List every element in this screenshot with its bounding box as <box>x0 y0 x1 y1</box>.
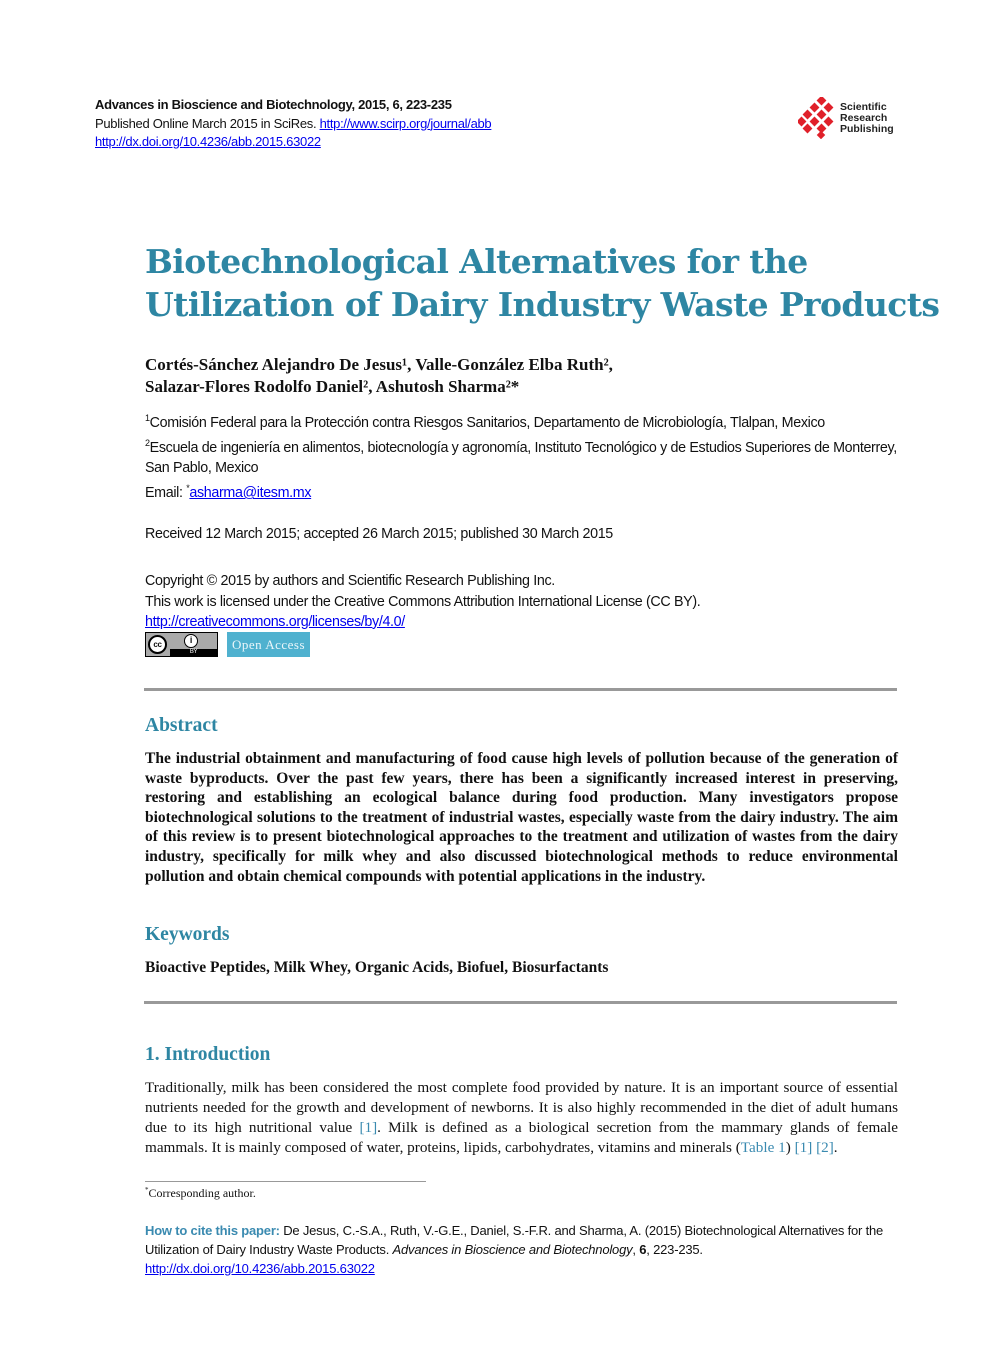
cc-by-badge[interactable] <box>145 632 218 657</box>
abstract-heading: Abstract <box>145 715 218 736</box>
authors-line-1: Cortés-Sánchez Alejandro De Jesus¹, Valle-González Elba Ruth², <box>145 355 613 374</box>
email-label: Email: <box>145 484 187 501</box>
cite-sep: , <box>632 1242 640 1257</box>
reference-link[interactable]: [1] <box>794 1139 813 1156</box>
logo-text-3: Publishing <box>840 122 894 135</box>
license-link[interactable]: http://creativecommons.org/licenses/by/4.0/ <box>145 613 405 630</box>
cite-doi-link[interactable]: http://dx.doi.org/10.4236/abb.2015.63022 <box>145 1261 375 1276</box>
logo-text-1: Scientific <box>840 100 887 113</box>
journal-volume: , 2015, 6, 223-235 <box>351 97 452 112</box>
license-text: This work is licensed under the Creative Commons Attribution International License (CC BY). <box>145 593 701 610</box>
affiliation-2: Escuela de ingeniería en alimentos, biotecnología y agronomía, Instituto Tecnológico y de Estudios Superiores de Monterrey, San Pablo, Mexico <box>145 439 897 476</box>
published-online: Published Online March 2015 in SciRes. <box>95 115 320 131</box>
footnote-sup: * <box>145 1186 149 1194</box>
journal-header <box>95 96 491 152</box>
keywords-text: Bioactive Peptides, Milk Whey, Organic Acids, Biofuel, Biosurfactants <box>145 959 609 976</box>
affiliations <box>145 408 905 657</box>
title-line-1: Biotechnological Alternatives for the <box>145 242 808 281</box>
title-line-2: Utilization of Dairy Industry Waste Products <box>145 285 940 324</box>
attribution-icon: i <box>184 634 198 648</box>
cc-by-label: BY <box>170 649 217 656</box>
copyright: Copyright © 2015 by authors and Scientific Research Publishing Inc. <box>145 573 555 590</box>
cite-journal: Advances in Bioscience and Biotechnology <box>392 1242 633 1257</box>
email-link[interactable]: asharma@itesm.mx <box>189 484 312 501</box>
logo-text-2: Research <box>840 111 888 124</box>
intro-text-3: ) <box>785 1139 795 1156</box>
divider <box>144 688 897 691</box>
footnote-rule <box>145 1181 426 1182</box>
cite-label: How to cite this paper: <box>145 1223 284 1238</box>
affiliation-1: Comisión Federal para la Protección contra Riesgos Sanitarios, Departamento de Microbiología, Tlalpan, Mexico <box>149 414 825 431</box>
paper-title <box>145 240 939 326</box>
introduction-heading: 1. Introduction <box>145 1044 271 1065</box>
aff-sup-1: 1 <box>145 413 150 423</box>
dates: Received 12 March 2015; accepted 26 March 2015; published 30 March 2015 <box>145 526 613 543</box>
journal-link[interactable]: http://www.scirp.org/journal/abb <box>319 115 492 131</box>
introduction-text <box>145 1078 898 1158</box>
open-access-badge[interactable]: Open Access <box>227 632 310 657</box>
citation <box>145 1221 898 1278</box>
abstract-text: The industrial obtainment and manufacturing of food cause high levels of pollution because of the generation of waste byproducts. Over the past few years, there has been a significantly increased interest in preserving, restoring and establishing an ecological balance during food production. Many investigators propose biotechnological solutions to the treatment of industrial wastes, especially waste from the dairy industry. The aim of this review is to present biotechnological approaches to the treatment and utilization of wastes from the dairy industry, specifically for milk whey and also discussed biotechnological methods to reduce environmental pollution and obtain chemical compounds with potential applications in the industry. <box>145 750 898 885</box>
logo-diamonds-icon <box>798 97 836 139</box>
publisher-logo <box>798 97 894 139</box>
journal-name: Advances in Bioscience and Biotechnology <box>95 97 352 112</box>
authors <box>145 354 613 398</box>
keywords-heading: Keywords <box>145 924 230 945</box>
authors-line-2: Salazar-Flores Rodolfo Daniel², Ashutosh Sharma²* <box>145 377 520 396</box>
cite-volume: 6 <box>639 1242 647 1257</box>
divider <box>144 1001 897 1004</box>
intro-text-1: Traditionally, milk has been considered the most complete food provided by nature. It is an important source of essential nutrients needed for the growth and development of newborns. It is also highly recommended in the diet of adult humans due to its high nutritional value <box>145 1079 898 1136</box>
reference-link[interactable]: [1] <box>359 1119 378 1136</box>
doi-link[interactable]: http://dx.doi.org/10.4236/abb.2015.63022 <box>95 134 321 149</box>
footnote-text: Corresponding author. <box>148 1186 256 1200</box>
aff-sup-2: 2 <box>145 437 150 448</box>
intro-text-4: . <box>833 1139 838 1156</box>
cite-pages: , 223-235. <box>646 1242 703 1257</box>
cc-icon: cc <box>148 635 167 654</box>
footnote <box>145 1186 256 1201</box>
cite-text: De Jesus, C.-S.A., Ruth, V.-G.E., Daniel, S.-F.R. and Sharma, A. (2015) Biotechnological Alternatives for the Utilization of Dairy Industry Waste Products. <box>145 1223 884 1257</box>
table-link[interactable]: Table 1 <box>740 1139 786 1156</box>
email-sup: * <box>186 483 190 494</box>
intro-text-2: . Milk is defined as a biological secretion from the mammary glands of female mammals. It is mainly composed of water, proteins, lipids, carbohydrates, vitamins and minerals ( <box>145 1119 898 1156</box>
reference-link[interactable]: [2] <box>816 1139 834 1156</box>
